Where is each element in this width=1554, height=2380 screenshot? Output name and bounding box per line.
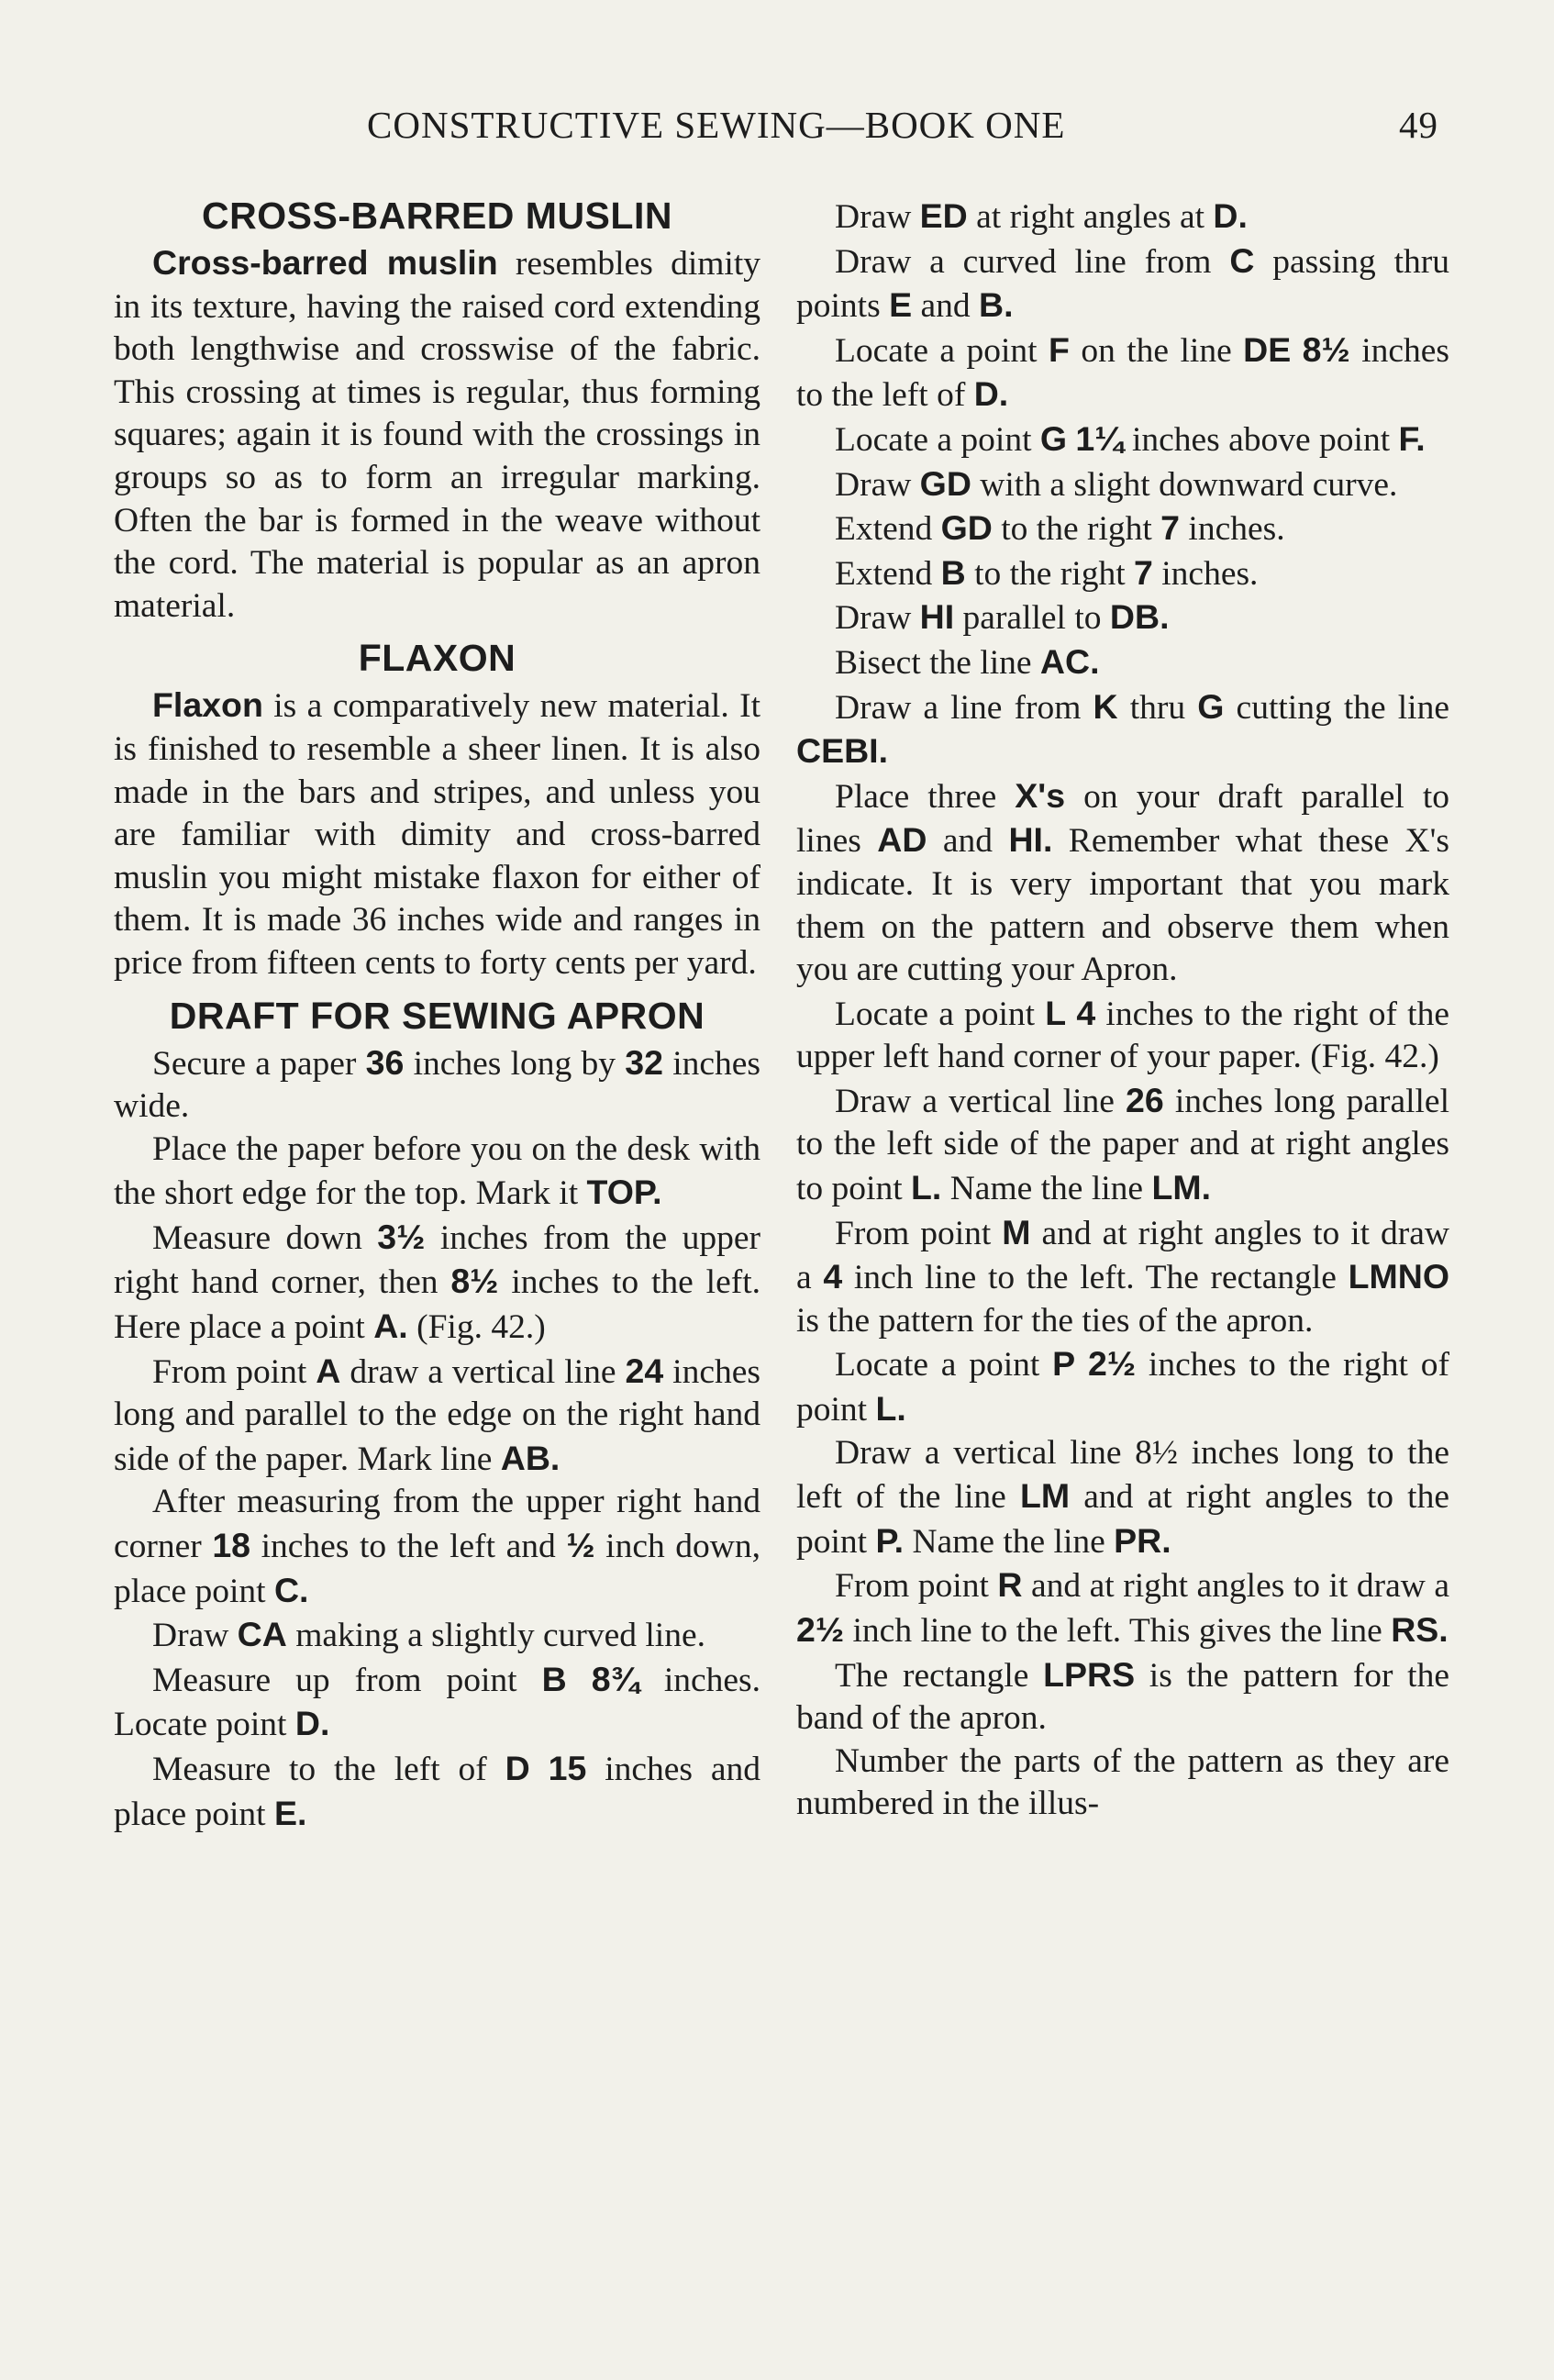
paragraph: Draw GD with a slight downward curve. <box>835 463 1398 504</box>
bold-term: F <box>1049 329 1070 369</box>
paragraph: Bisect the line AC. <box>835 641 1100 682</box>
bold-term: AC. <box>1039 641 1100 681</box>
bold-term: F. <box>1398 418 1426 458</box>
bold-term: 8½ <box>1302 329 1350 369</box>
paragraph: Draw a vertical line 8½ inches long to the left of the line LM and at right angles to the point P. Name the line PR. <box>796 1433 1449 1561</box>
paragraph: Draw HI parallel to DB. <box>835 597 1170 638</box>
bold-term: Flaxon <box>152 685 263 725</box>
bold-term: 8¾ <box>591 1659 639 1698</box>
bold-term: 7 <box>1160 508 1181 548</box>
paragraph: After measuring from the upper right hand corner 18 inches to the left and ½ inch down, place point C. <box>114 1483 760 1610</box>
bold-term: GD <box>940 508 993 548</box>
paragraph: Place three X's on your draft parallel to lines AD and HI. Remember what these X's indicate. It is very important that you mark them on the pattern and observe them when you are cutting your Apron. <box>796 775 1450 989</box>
paragraph: Extend B to the right 7 inches. <box>835 552 1259 593</box>
paragraph: Draw ED at right angles at D. <box>835 196 1248 236</box>
bold-term: 2½ <box>796 1610 845 1649</box>
bold-term: DB. <box>1109 597 1170 637</box>
paragraph: Draw a line from K thru G cutting the line CEBI. <box>796 686 1449 771</box>
bold-term: LM <box>1019 1476 1071 1516</box>
bold-term: D <box>505 1749 530 1787</box>
bold-term: L. <box>875 1389 906 1429</box>
paragraph: Secure a paper 36 inches long by 32 inches wide. <box>114 1042 760 1126</box>
bold-term: AB. <box>500 1438 561 1477</box>
bold-term: LM. <box>1151 1168 1212 1207</box>
bold-term: 2½ <box>1087 1344 1137 1384</box>
bold-term: D. <box>294 1704 330 1743</box>
bold-term: G <box>1039 418 1068 458</box>
bold-term: 26 <box>1126 1080 1164 1119</box>
running-title: CONSTRUCTIVE SEWING—BOOK ONE <box>367 104 1066 146</box>
paragraph: From point R and at right angles to it draw a 2½ inch line to the left. This gives the line RS. <box>796 1565 1449 1650</box>
bold-term: AD <box>877 820 927 860</box>
bold-term: CA <box>237 1615 287 1654</box>
paragraph: Locate a point F on the line DE 8½ inches to the left of D. <box>796 329 1450 415</box>
bold-term: B. <box>978 285 1014 325</box>
paragraph: Place the paper before you on the desk with the short edge for the top. Mark it TOP. <box>114 1129 760 1213</box>
section-heading: DRAFT FOR SEWING APRON <box>169 994 705 1037</box>
paragraph: From point A draw a vertical line 24 inches long and parallel to the edge on the right hand side of the paper. Mark line AB. <box>114 1351 760 1478</box>
section-heading: CROSS-BARRED MUSLIN <box>202 195 672 237</box>
paragraph: Cross-barred muslin resembles dimity in its texture, having the raised cord extending both lengthwise and crosswise of the fabric. This crossing at times is regular, thus forming squares; again it is found with the crossings in groups so as to form an irregular marking. Often the bar is formed in the weave without the cord. The material is popular as an apron material. <box>114 243 761 625</box>
paragraph: Locate a point P 2½ inches to the right of point L. <box>796 1344 1449 1429</box>
bold-term: 18 <box>212 1526 251 1565</box>
bold-term: RS. <box>1391 1610 1449 1649</box>
paragraph: Flaxon is a comparatively new material. It is finished to resemble a sheer linen. It is also made in the bars and stripes, and unless you are familiar with dimity and cross-barred muslin you might mistake flaxon for either of them. It is made 36 inches wide and ranges in price from fifteen cents to forty cents per yard. <box>114 685 760 982</box>
bold-term: G <box>1197 686 1225 726</box>
paragraph: Number the parts of the pattern as they are numbered in the illus- <box>796 1741 1449 1823</box>
paragraph: The rectangle LPRS is the pattern for the band of the apron. <box>796 1654 1449 1738</box>
bold-term: 32 <box>625 1042 663 1082</box>
paragraph: Locate a point L 4 inches to the right of the upper left hand corner of your paper. (Fig. 42.) <box>796 993 1449 1076</box>
bold-term: Cross-barred muslin <box>152 243 498 282</box>
page-number: 49 <box>1399 104 1438 146</box>
bold-term: B <box>940 552 966 592</box>
bold-term: A. <box>373 1307 408 1346</box>
bold-term: D. <box>973 374 1009 414</box>
bold-term: DE <box>1243 329 1292 369</box>
bold-term: 8½ <box>450 1262 499 1301</box>
bold-term: 3½ <box>377 1217 426 1256</box>
bold-term: C. <box>273 1570 309 1609</box>
bold-term: 4 <box>1076 993 1096 1032</box>
bold-term: E. <box>273 1793 307 1832</box>
bold-term: D. <box>1213 196 1248 235</box>
bold-term: M <box>1002 1212 1031 1251</box>
paragraph: Locate a point G 1¼ inches above point F. <box>835 418 1426 459</box>
bold-term: P <box>1052 1344 1076 1384</box>
paragraph: Measure to the left of D 15 inches and place point E. <box>114 1749 761 1833</box>
bold-term: 36 <box>365 1042 405 1082</box>
bold-term: TOP. <box>586 1173 662 1212</box>
bold-term: L <box>1045 993 1067 1032</box>
bold-term: X's <box>1015 775 1066 815</box>
bold-term: K <box>1093 686 1118 726</box>
running-header <box>367 103 1449 158</box>
bold-term: ED <box>919 196 968 235</box>
right-column <box>796 195 1449 1826</box>
left-column <box>114 195 760 1836</box>
paragraph: Measure down 3½ inches from the upper right hand corner, then 8½ inches to the left. Here place a point A. (Fig. 42.) <box>114 1217 760 1347</box>
bold-term: 1¼ <box>1075 418 1124 458</box>
paragraph: Measure up from point B 8¾ inches. Locate point D. <box>114 1659 761 1744</box>
bold-term: 24 <box>625 1351 664 1390</box>
paragraph: Draw a curved line from C passing thru points E and B. <box>796 240 1449 326</box>
bold-term: E <box>889 285 913 325</box>
bold-term: PR. <box>1114 1520 1171 1560</box>
bold-term: ½ <box>566 1526 595 1565</box>
bold-term: HI <box>919 597 955 637</box>
section-heading: FLAXON <box>358 637 516 680</box>
paragraph: Draw a vertical line 26 inches long parallel to the left side of the paper and at right angles to point L. Name the line LM. <box>796 1080 1449 1208</box>
bold-term: 7 <box>1134 552 1153 592</box>
bold-term: P. <box>875 1520 905 1560</box>
paragraph: Extend GD to the right 7 inches. <box>835 508 1285 549</box>
paragraph: From point M and at right angles to it draw a 4 inch line to the left. The rectangle LMNO is the pattern for the ties of the apron. <box>796 1212 1449 1340</box>
bold-term: GD <box>919 463 971 503</box>
bold-term: A <box>316 1351 341 1390</box>
bold-term: L. <box>911 1168 942 1207</box>
paragraph: Draw CA making a slightly curved line. <box>152 1615 705 1655</box>
bold-term: LMNO <box>1348 1257 1449 1296</box>
bold-term: 4 <box>823 1257 843 1296</box>
bold-term: C <box>1229 240 1255 280</box>
bold-term: LPRS <box>1043 1654 1136 1694</box>
bold-term: R <box>997 1565 1023 1605</box>
bold-term: HI. <box>1008 820 1053 860</box>
bold-term: CEBI. <box>796 731 889 771</box>
bold-term: B <box>541 1659 567 1698</box>
bold-term: 15 <box>548 1749 587 1787</box>
